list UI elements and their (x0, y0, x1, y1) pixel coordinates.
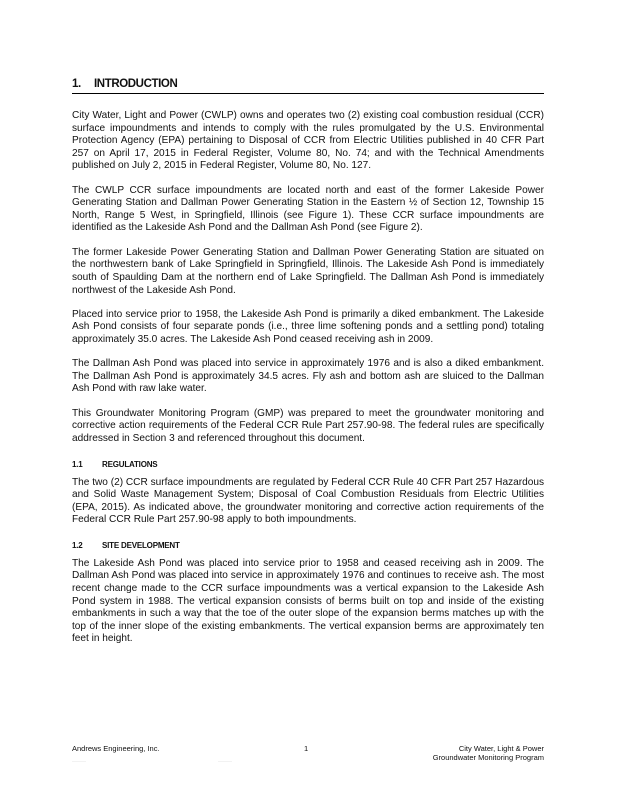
subsection-number: 1.1 (72, 459, 83, 469)
section-heading (72, 78, 544, 94)
footer-file-path-mark: ·············· (72, 759, 86, 763)
regulations-paragraph: The two (2) CCR surface impoundments are regulated by Federal CCR Rule 40 CFR Part 257 Hazardous and Solid Waste Management System; Disposal of Coal Combustion Residuals from Electric Utilities (EPA, 2015). As indicated above, the groundwater monitoring and corrective action requirements of the Federal CCR Rule Part 257.90-98 apply to both impoundments. (72, 476, 544, 526)
section-title: INTRODUCTION (94, 78, 178, 90)
footer-client-line-1: City Water, Light & Power (458, 744, 544, 753)
footer-client (433, 744, 544, 762)
footer-company: Andrews Engineering, Inc. (72, 744, 160, 753)
footer-client-line-2: Groundwater Monitoring Program (432, 753, 544, 762)
site-development-paragraph: The Lakeside Ash Pond was placed into service prior to 1958 and ceased receiving ash in 2009. The Dallman Ash Pond was placed into service in approximately 1976 and continues to receive ash. The most recent change made to the CCR surface impoundments was a vertical expansion to the Lakeside Ash Pond system in 1988. The vertical expansion consists of berms built on top and inside of the existing embankments in such a way that the toe of the outer slope of the expansion berms matches up with the top of the inner slope of the existing embankments. The vertical expansion berms are approximately ten feet in height. (72, 557, 544, 645)
footer-file-path-mark: ·············· (218, 759, 232, 763)
intro-paragraph-2: The CWLP CCR surface impoundments are located north and east of the former Lakeside Power Generating Station and Dallman Power Generating Station in the Eastern ½ of Section 12, Township 15 North, Range 5 West, in Springfield, Illinois (see Figure 1). These CCR surface impoundments are identified as the Lakeside Ash Pond and the Dallman Ash Pond (see Figure 2). (72, 184, 544, 234)
subsection-title: SITE DEVELOPMENT (102, 540, 180, 550)
intro-paragraph-4: Placed into service prior to 1958, the Lakeside Ash Pond is primarily a diked embankment. The Lakeside Ash Pond consists of four separate ponds (i.e., three lime softening ponds and a settling pond) totaling approximately 35.0 acres. The Lakeside Ash Pond ceased receiving ash in 2009. (72, 308, 544, 345)
subsection-title: REGULATIONS (102, 459, 158, 469)
subsection-number: 1.2 (72, 540, 83, 550)
document-page (72, 78, 544, 658)
intro-paragraph-3: The former Lakeside Power Generating Station and Dallman Power Generating Station are situated on the northwestern bank of Lake Springfield in Springfield, Illinois. The Lakeside Ash Pond is immediately south of Spaulding Dam at the northern end of Lake Springfield. The Dallman Ash Pond is immediately northwest of the Lakeside Ash Pond. (72, 246, 544, 296)
section-number: 1. (72, 78, 81, 90)
footer-page-number: 1 (304, 744, 309, 753)
subsection-heading-regulations (72, 460, 544, 469)
intro-paragraph-6: This Groundwater Monitoring Program (GMP) was prepared to meet the groundwater monitoring and corrective action requirements of the Federal CCR Rule Part 257.90-98. The federal rules are specifically addressed in Section 3 and referenced throughout this document. (72, 407, 544, 444)
subsection-heading-site-development (72, 541, 544, 550)
intro-paragraph-5: The Dallman Ash Pond was placed into service in approximately 1976 and is also a diked embankment. The Dallman Ash Pond is approximately 34.5 acres. Fly ash and bottom ash are sluiced to the Dallman Ash Pond with raw lake water. (72, 358, 544, 395)
intro-paragraph-1: City Water, Light and Power (CWLP) owns and operates two (2) existing coal combustion residual (CCR) surface impoundments and intends to comply with the rules promulgated by the U.S. Environmental Protection Agency (EPA) pertaining to Disposal of CCR from Electric Utilities published in 40 CFR Part 257 on April 17, 2015 in Federal Register, Volume 80, No. 74; and with the Technical Amendments published on July 2, 2015 in Federal Register, Volume 80, No. 127. (72, 110, 544, 172)
